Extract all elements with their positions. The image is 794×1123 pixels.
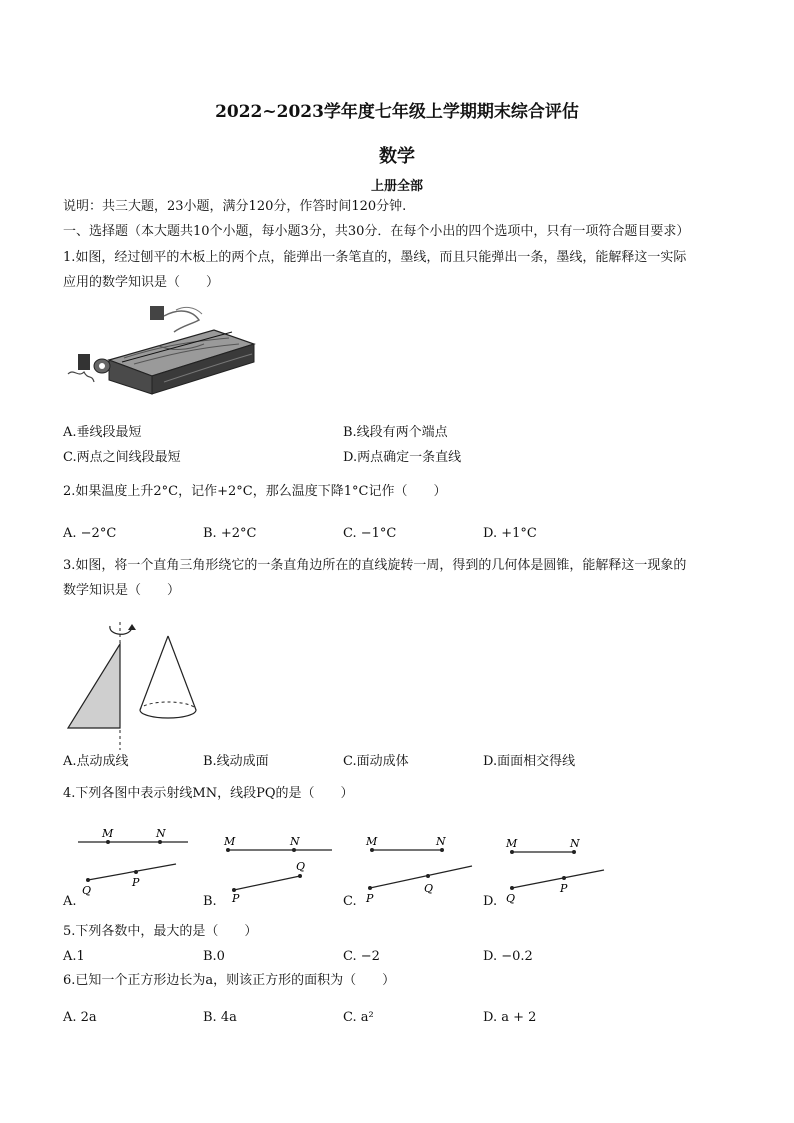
cone-side-right [168, 636, 196, 710]
q4-option-b[interactable]: B. [203, 894, 217, 909]
q1-wood-board-figure [64, 302, 264, 397]
svg-text:Q: Q [296, 860, 306, 873]
instructions: 说明：共三大题，23小题，满分120分，作答时间120分钟. [63, 199, 407, 214]
q3-stem-line1: 3.如图，将一个直角三角形绕它的一条直角边所在的直线旋转一周，得到的几何体是圆锥，能解释这一现象的 [63, 558, 687, 573]
q4-option-c[interactable]: C. [343, 894, 357, 909]
ray-pq [370, 866, 472, 888]
q3-stem-line2: 数学知识是（ ） [63, 583, 181, 598]
q4-option-a[interactable]: A. [63, 894, 77, 909]
q4-figure-c [362, 830, 477, 905]
cone-base-front [140, 710, 196, 718]
svg-text:Q: Q [506, 892, 516, 905]
q1-option-b[interactable]: B.线段有两个端点 [343, 425, 448, 440]
q3-option-c[interactable]: C.面动成体 [343, 754, 409, 769]
q2-option-c[interactable]: C. −1°C [343, 526, 397, 541]
q1-option-c[interactable]: C.两点之间线段最短 [63, 450, 181, 465]
q2-option-b[interactable]: B. +2°C [203, 526, 257, 541]
q5-option-c[interactable]: C. −2 [343, 949, 380, 964]
exam-scope: 上册全部 [370, 179, 423, 194]
svg-text:N: N [436, 835, 446, 848]
q4-figure-b [222, 830, 337, 905]
label-q: Q [82, 884, 92, 897]
ink-box-top [150, 306, 164, 320]
hand-shape [164, 311, 199, 332]
q3-rotation-figure [64, 614, 214, 754]
q6-option-b[interactable]: B. 4a [203, 1010, 237, 1025]
q5-stem: 5.下列各数中，最大的是（ ） [63, 924, 258, 939]
q1-option-d[interactable]: D.两点确定一条直线 [343, 450, 462, 465]
q6-option-d[interactable]: D. a + 2 [483, 1010, 537, 1025]
q4-stem: 4.下列各图中表示射线MN，线段PQ的是（ ） [63, 786, 354, 801]
q6-option-c[interactable]: C. a² [343, 1010, 374, 1025]
svg-text:M: M [224, 835, 236, 848]
label-n: N [156, 827, 166, 840]
q3-option-b[interactable]: B.线动成面 [203, 754, 269, 769]
ray-qp-d [512, 870, 604, 888]
q5-option-a[interactable]: A.1 [63, 949, 85, 964]
q2-option-a[interactable]: A. −2°C [63, 526, 117, 541]
q1-option-a[interactable]: A.垂线段最短 [63, 425, 142, 440]
svg-text:M: M [506, 837, 518, 850]
q1-stem-line1: 1.如图，经过刨平的木板上的两个点，能弹出一条笔直的，墨线，而且只能弹出一条，墨线，能解释这一实际 [63, 250, 687, 265]
q2-option-d[interactable]: D. +1°C [483, 526, 537, 541]
section-heading: 一、选择题（本大题共10个小题，每小题3分，共30分．在每个小出的四个选项中，只有一项符合题目要求） [63, 224, 690, 239]
q4-figure-d [502, 830, 612, 905]
right-triangle [68, 644, 120, 728]
segment-pq [234, 876, 300, 890]
q6-option-a[interactable]: A. 2a [63, 1010, 97, 1025]
svg-text:P: P [232, 892, 240, 905]
q5-option-d[interactable]: D. −0.2 [483, 949, 533, 964]
svg-text:M: M [366, 835, 378, 848]
q1-stem-line2: 应用的数学知识是（ ） [63, 275, 220, 290]
q3-option-d[interactable]: D.面面相交得线 [483, 754, 576, 769]
q4-option-d[interactable]: D. [483, 894, 498, 909]
q3-option-a[interactable]: A.点动成线 [63, 754, 129, 769]
rotation-arrow-icon [110, 626, 132, 634]
svg-text:P: P [366, 892, 374, 905]
q2-stem: 2.如果温度上升2°C，记作+2°C，那么温度下降1°C记作（ ） [63, 484, 447, 499]
svg-text:P: P [560, 882, 568, 895]
cone-side-left [140, 636, 168, 710]
q6-stem: 6.已知一个正方形边长为a，则该正方形的面积为（ ） [63, 973, 396, 988]
svg-text:N: N [570, 837, 580, 850]
label-m: M [102, 827, 114, 840]
label-p: P [132, 876, 140, 889]
cone-base-back [140, 702, 196, 710]
q5-option-b[interactable]: B.0 [203, 949, 225, 964]
svg-text:N: N [290, 835, 300, 848]
q4-figure-a [76, 822, 196, 897]
subject-title: 数学 [379, 146, 415, 167]
exam-title: 2022~2023学年度七年级上学期期末综合评估 [215, 102, 579, 122]
svg-text:Q: Q [424, 882, 434, 895]
spool [78, 354, 90, 370]
